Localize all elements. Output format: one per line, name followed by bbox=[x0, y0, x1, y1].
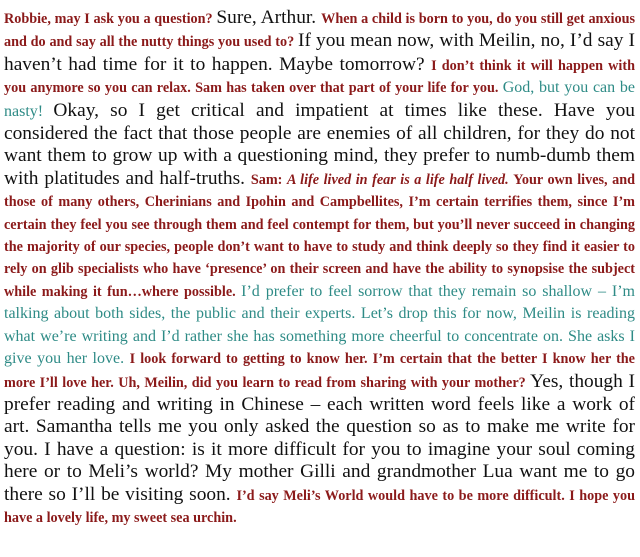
text-segment-robbie: I’d say Meli’s World would have to be more difficult. I hope you have a lovely life, my sweet sea urchin. bbox=[4, 487, 635, 526]
text-segment-god: God, but you can be nasty! bbox=[4, 79, 635, 120]
text-segment-arthur: Okay, so I get critical and impatient at times like these. Have you considered the fact that those people are enemies of all children, for they do not want them to grow up with a questioning mind, they prefer to numb-dumb them with platitudes and half-truths. bbox=[4, 99, 635, 189]
text-segment-robbie: I don’t think it will happen with you anymore so you can relax. Sam has taken over that part of your life for you. bbox=[4, 57, 635, 97]
text-segment-robbie: Your own lives, and those of many others, Cherinians and Ipohin and Campbellites, I’m certain terrifies them, since I’m certain they feel you see through them and feel contempt for them, but you’ll never succeed in changing the majority of our species, people don’t want to have to study and think deeply so they find it easier to rely on glib specialists who have ‘presence’ on their screen and have the ability to synopsise the subject while making it fun…where possible. bbox=[4, 171, 635, 300]
text-segment-arthur: Yes, though I prefer reading and writing in Chinese – each written word feels like a work of art. Samantha tells me you only asked the question so as to make me write for you. I have a question: is it more difficult for you to imagine your soul coming here or to Meli’s world? My mother Gilli and grandmother Lua want me to go there so I’ll be visiting soon. bbox=[4, 370, 636, 505]
text-segment-arthur: If you mean now, with Meilin, no, I’d say I haven’t had time for it to happen. Maybe tomorrow? bbox=[4, 30, 635, 75]
text-segment-robbie: Robbie, may I ask you a question? bbox=[4, 11, 217, 27]
text-segment-robbie-quote: A life lived in fear is a life half lived. bbox=[286, 171, 514, 188]
text-segment-robbie: Sam: bbox=[250, 171, 287, 188]
text-segment-robbie: When a child is born to you, do you still get anxious and do and say all the nutty things you used to? bbox=[4, 11, 635, 51]
text-segment-robbie: I look forward to getting to know her. I’m certain that the better I know her the more I’ll love her. Uh, Meilin, did you learn to read from sharing with your mother? bbox=[4, 351, 635, 391]
text-segment-arthur: Sure, Arthur. bbox=[216, 7, 322, 28]
text-segment-god: I’d prefer to feel sorrow that they remain so shallow – I’m talking about both sides, the public and their experts. Let’s drop this for now, Meilin is reading what we’re writing and I’d rather she has something more cheerful to concentrate on. She asks I give you her love. bbox=[4, 282, 635, 368]
